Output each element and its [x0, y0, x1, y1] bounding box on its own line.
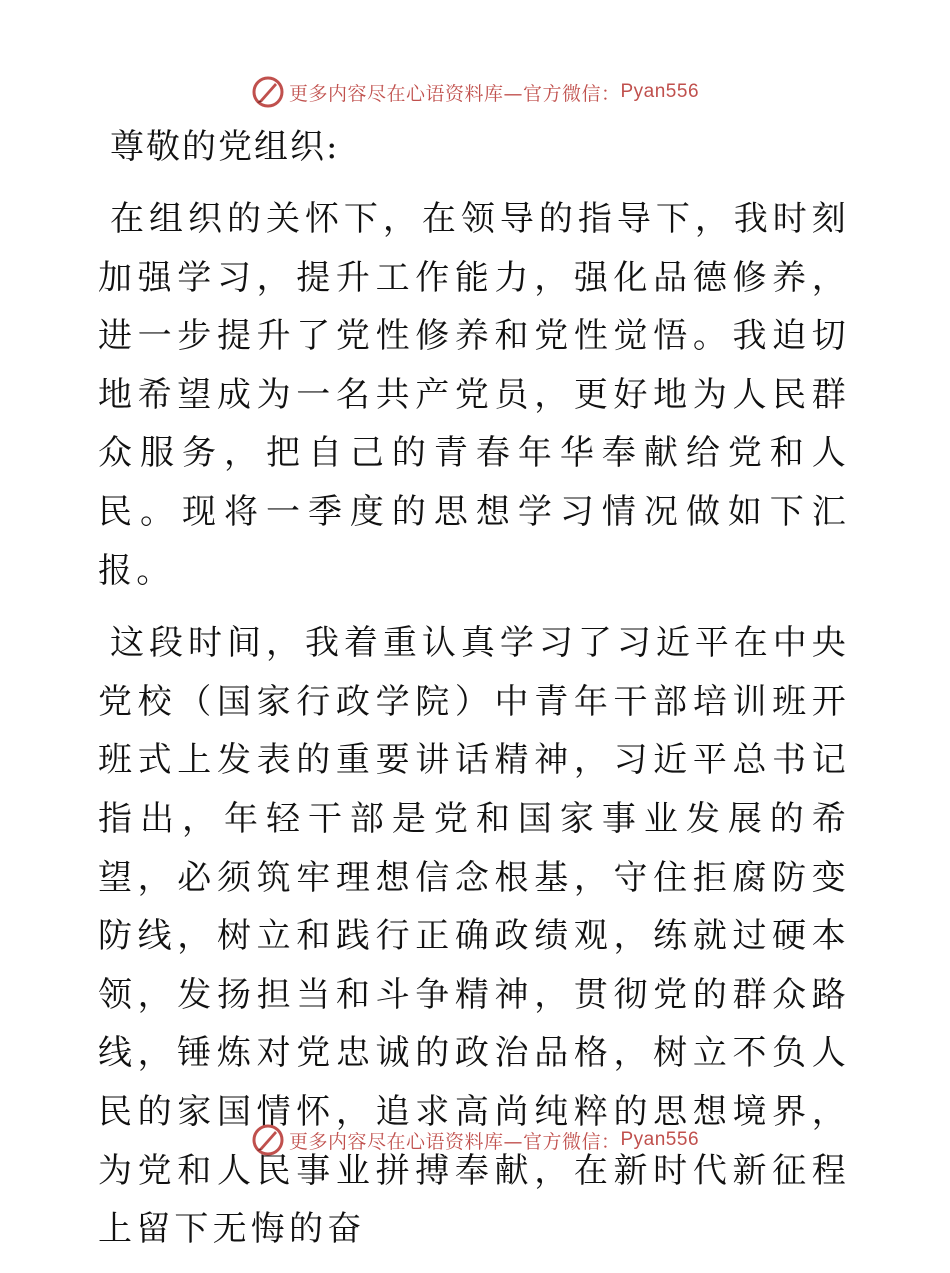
banner-text: 更多内容尽在心语资料库—官方微信：	[288, 1130, 621, 1153]
quill-logo-icon	[251, 1123, 285, 1157]
paragraph-2: 这段时间，我着重认真学习了习近平在中央党校（国家行政学院）中青年干部培训班开班式上发表的重要讲话精神，习近平总书记指出，年轻干部是党和国家事业发展的希望，必须筑牢理想信念根基，守住拒腐防变防线，树立和践行正确政绩观，练就过硬本领，发扬担当和斗争精神，贯彻党的群众路线，锤炼对党忠诚的政治品格，树立不负人民的家国情怀，追求高尚纯粹的思想境界，为党和人民事业拼搏奉献，在新时代新征程上留下无悔的奋	[98, 623, 850, 1250]
document-body	[98, 118, 850, 1273]
banner-text: 更多内容尽在心语资料库—官方微信：	[288, 82, 621, 105]
salutation: 尊敬的党组织:	[110, 127, 340, 167]
header-watermark-banner	[0, 72, 950, 112]
banner-wechat-id: Pyan556	[620, 81, 700, 102]
quill-logo-icon	[251, 75, 285, 109]
paragraph-1: 在组织的关怀下，在领导的指导下，我时刻加强学习，提升工作能力，强化品德修养，进一步提升了党性修养和党性觉悟。我迫切地希望成为一名共产党员，更好地为人民群众服务，把自己的青春年华奉献给党和人民。现将一季度的思想学习情况做如下汇报。	[98, 199, 850, 591]
banner-wechat-id: Pyan556	[620, 1129, 700, 1150]
footer-watermark-banner	[0, 1120, 950, 1160]
